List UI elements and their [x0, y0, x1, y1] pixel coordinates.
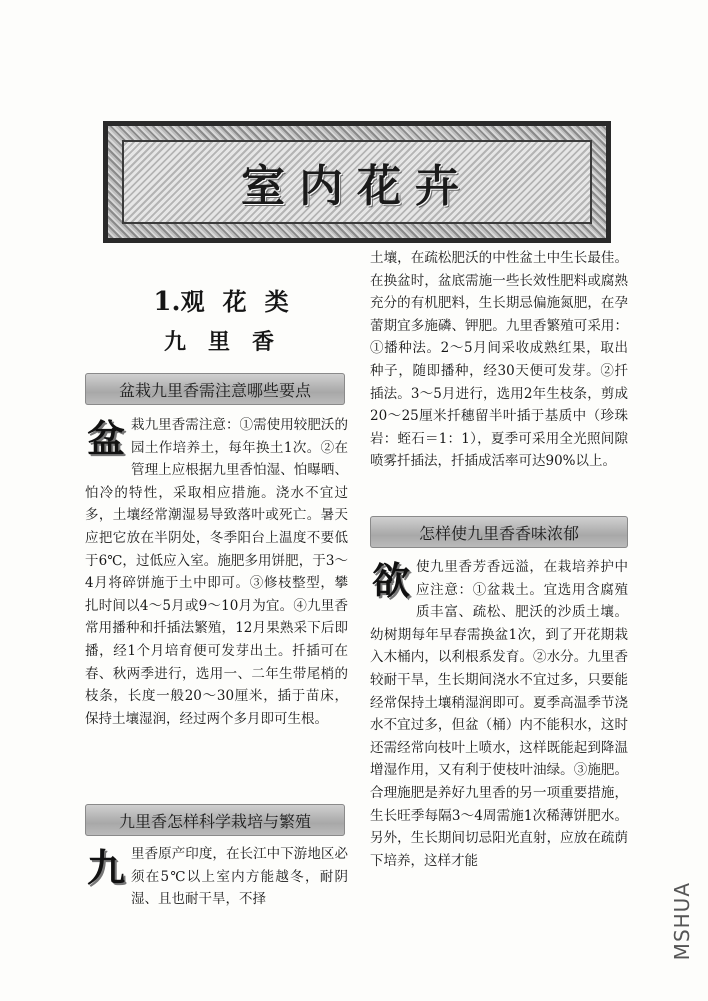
answer-continuation: 土壤，在疏松肥沃的中性盆土中生长最佳。在换盆时，盆底需施一些长效性肥料或腐熟充分的有机肥料，生长期忌偏施氮肥，在孕蕾期宜多施磷、钾肥。九里香繁殖可采用：①播种法。2～5月间采收成熟红果，取出种子，随即播种，经30天便可发芽。②扦插法。3～5月进行，选用2年生枝条，剪成20～25厘米扦穗留半叶插于基质中（珍珠岩：蛭石＝1：1），夏季可采用全光照间隙喷雾扦插法，扦插成活率可达90%以上。	[370, 250, 628, 470]
chapter-banner	[103, 121, 611, 243]
answer-text-2: 里香原产印度，在长江中下游地区必须在5℃以上室内方能越冬，耐阴湿、且也耐干旱，不择	[131, 846, 348, 908]
plant-title: 九里香	[163, 330, 296, 355]
answer-text-1: 栽九里香需注意：①需使用较肥沃的园土作培养土，每年换土1次。②在管理上应根据九里香怕湿、怕曝晒、怕冷的特性，采取相应措施。浇水不宜过多，土壤经常潮湿易导致落叶或死亡。暑天应把它放在半阴处，冬季阳台上温度不要低于6℃，过低应入室。施肥多用饼肥，于3～4月将碎饼施于土中即可。③修枝整型，攀扎时间以4～5月或9～10月为宜。④九里香常用播种和扦插法繁殖，12月果熟采下后即播，经1个月培育便可发芽出土。扦插可在春、秋两季进行，选用一、二年生带尾梢的枝条，长度一般20～30厘米，插于苗床，保持土壤湿润，经过两个多月即可生根。	[85, 417, 348, 727]
section-name: 观花类	[180, 288, 307, 316]
question-heading-2: 九里香怎样科学栽培与繁殖	[85, 804, 345, 836]
section-heading	[120, 282, 340, 317]
answer-paragraph-2	[85, 843, 348, 911]
drop-cap-3: 欲	[371, 559, 410, 603]
chapter-title: 室内花卉	[241, 161, 473, 212]
drop-cap-1: 盆	[86, 417, 125, 461]
answer-paragraph-1	[85, 414, 348, 730]
question-heading-3: 怎样使九里香香味浓郁	[370, 516, 628, 548]
watermark: MSHUA	[670, 882, 694, 961]
answer-text-3: 使九里香芳香远溢，在栽培养护中应注意：①盆栽土。宜选用含腐殖质丰富、疏松、肥沃的沙质土壤。幼树期每年早春需换盆1次，到了开花期栽入木桶内，以利根系发育。②水分。九里香较耐干旱，生长期间浇水不宜过多，只要能经常保持土壤稍湿润即可。夏季高温季节浇水不宜过多，但盆（桶）内不能积水，这时还需经常向枝叶上喷水，这样既能起到降温增湿作用，又有利于使枝叶油绿。③施肥。合理施肥是养好九里香的另一项重要措施，生长旺季每隔3～4周需施1次稀薄饼肥水。另外，生长期间切忌阳光直射，应放在疏荫下培养，这样才能	[370, 559, 628, 869]
chapter-banner-inner	[122, 140, 592, 224]
question-heading-1: 盆栽九里香需注意哪些要点	[85, 373, 345, 405]
answer-paragraph-3	[370, 556, 628, 872]
section-number: 1.	[153, 287, 181, 317]
drop-cap-2: 九	[86, 846, 125, 890]
